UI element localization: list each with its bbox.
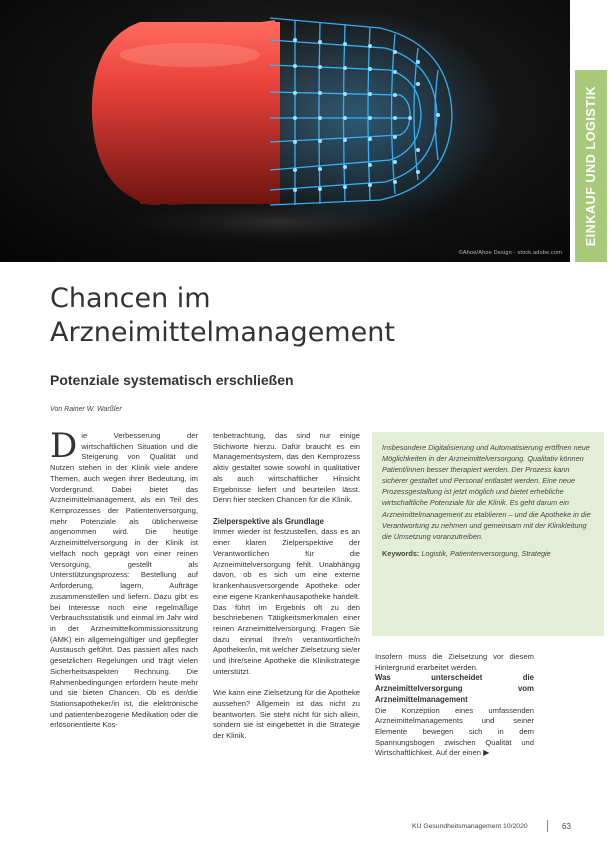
- paragraph: tenbetrachtung, das sind nur einige Stichworte hierzu. Dafür braucht es ein Managementsystem, das den Kernprozess aktiv gestaltet sowie sowohl in qualitativer als auch wirtschaftlicher Hinsicht Ergebnisse liefert und beurteilen lässt. Denn hier stecken Chancen für die Klinik.: [213, 431, 360, 505]
- keywords-values: Logistik, Patientenversorgung, Strategie: [421, 548, 551, 558]
- pill-capsule-illustration: [0, 0, 570, 262]
- photo-credit: ©Ahoe/Ahoe Design - stock.adobe.com: [458, 250, 562, 256]
- article-title: [50, 282, 395, 350]
- section-tab: [575, 70, 607, 262]
- section-heading: Was unterscheidet die Arzneimittelversorgung vom Arzneimittelmanagement: [375, 673, 534, 704]
- paragraph: Immer wieder ist festzustellen, dass es an einer klaren Zielperspektive der Verantwortlichen für die Arzneimittelversorgung fehlt. Unabhängig davon, ob es sich um eine externe krankenhausversorgende Apotheke oder eine eigene Krankenhausapotheke handelt. Das führt im Ergebnis oft zu den beschriebenen Tätigkeitsmerkmalen einer reinen Arzneimittelversorgung. Fragen Sie dazu einmal Ihre/n verantwortliche/n Apotheker/in, mit welcher Zielsetzung sie/er und ihre/seine Apotheke die Klinikstrategie unterstützt.: [213, 527, 360, 676]
- abstract-text: Insbesondere Digitalisierung und Automatisierung eröffnen neue Möglichkeiten in der Arzneimittelversorgung. Qualitativ können Patient/innen besser therapiert werden. Der Prozess kann sicherer gestaltet und Personal entlastet werden. Eine neue Prozessgestaltung ist jetzt möglich und bietet erhebliche wirtschaftliche Potenziale für die Klinik. Es geht darum ein Arzneimittelmanagement zu etablieren – und die Apotheke in die Verantwortung zu nehmen und gemeinsam mit der Klinikleitung die Umsetzung voranzutreiben.: [382, 443, 591, 541]
- text-column-1: [50, 426, 198, 731]
- author-byline: Von Rainer W. Warßler: [50, 406, 122, 413]
- section-tab-label: EINKAUF UND LOGISTIK: [584, 85, 598, 247]
- hero-image: [0, 0, 570, 262]
- paragraph: Wie kann eine Zielsetzung für die Apotheke aussehen? Allgemein ist das nicht zu beantworten. Sie steht nicht für sich allein, sondern sie ist eingebettet in die Strategie der Klinik.: [213, 688, 360, 741]
- footer-divider: [547, 820, 548, 832]
- paragraph-text: Die Konzeption eines umfassenden Arzneimittelmanagements und seiner Elemente bewegen sich in dem Spannungsbogen zwischen Qualität und Wirtschaftlichkeit. Auf der einen: [375, 705, 534, 758]
- intro-paragraph: [50, 426, 198, 731]
- section-heading: Zielperspektive als Grundlage: [213, 516, 324, 526]
- text-column-2: [213, 431, 360, 742]
- abstract-box: [372, 432, 604, 636]
- intro-text: ie Verbesserung der wirtschaftlichen Situation und die Steigerung von Qualität und Nutzen stehen in der Klinik viele andere Themen, auch wegen ihrer Bedeutung, im Vordergrund. Dabei bietet das Arzneimittelmanagement, als ein Teil des Kernprozesses der Patientenversorgung, mehr Potenziale als üblicherweise angenommen wird. Die heutige Arzneimittelversorgung in der Klinik ist vielfach noch geprägt von einer reinen Versorgung, gestellt als Unterstützungsprozess: Bestellung auf Anforderung, lagern, Aufträge zusammenstellen und liefern. Dazu gibt es bei Interesse noch eine regelmäßige Verbrauchsstatistik und einmal im Jahr wird in der Arzneimittelkommissionssitzung (AMK) ein allgemeingültiger und gepflegter Austausch geführt. Das passiert alles nach gesetzlichen Regelungen und trägt vielen Sicherheitsaspekten Rechnung. Die Rahmenbedingungen erfordern heute mehr und sie bieten Chancen. Ob es der/die Stationsapotheker/in ist, die elektronische und patientenbezogene Medikation oder die erlösorientierte Kos-: [50, 431, 198, 730]
- journal-name: KU Gesundheitsmanagement 10/2020: [412, 823, 528, 830]
- keywords-label: Keywords:: [382, 548, 420, 558]
- page-number: 63: [562, 822, 571, 831]
- paragraph: [375, 706, 534, 760]
- drop-cap: D: [50, 426, 78, 466]
- keywords-line: [382, 548, 594, 559]
- continue-arrow-icon: ▶: [483, 748, 490, 758]
- article-subtitle: Potenziale systematisch erschließen: [50, 372, 294, 388]
- title-line-2: Arzneimittelmanagement: [50, 317, 395, 348]
- paragraph: Insofern muss die Zielsetzung vor diesem Hintergrund erarbeitet werden.: [375, 652, 534, 672]
- page-footer: [0, 820, 612, 834]
- title-line-1: Chancen im: [50, 283, 211, 314]
- text-column-3: [375, 652, 534, 759]
